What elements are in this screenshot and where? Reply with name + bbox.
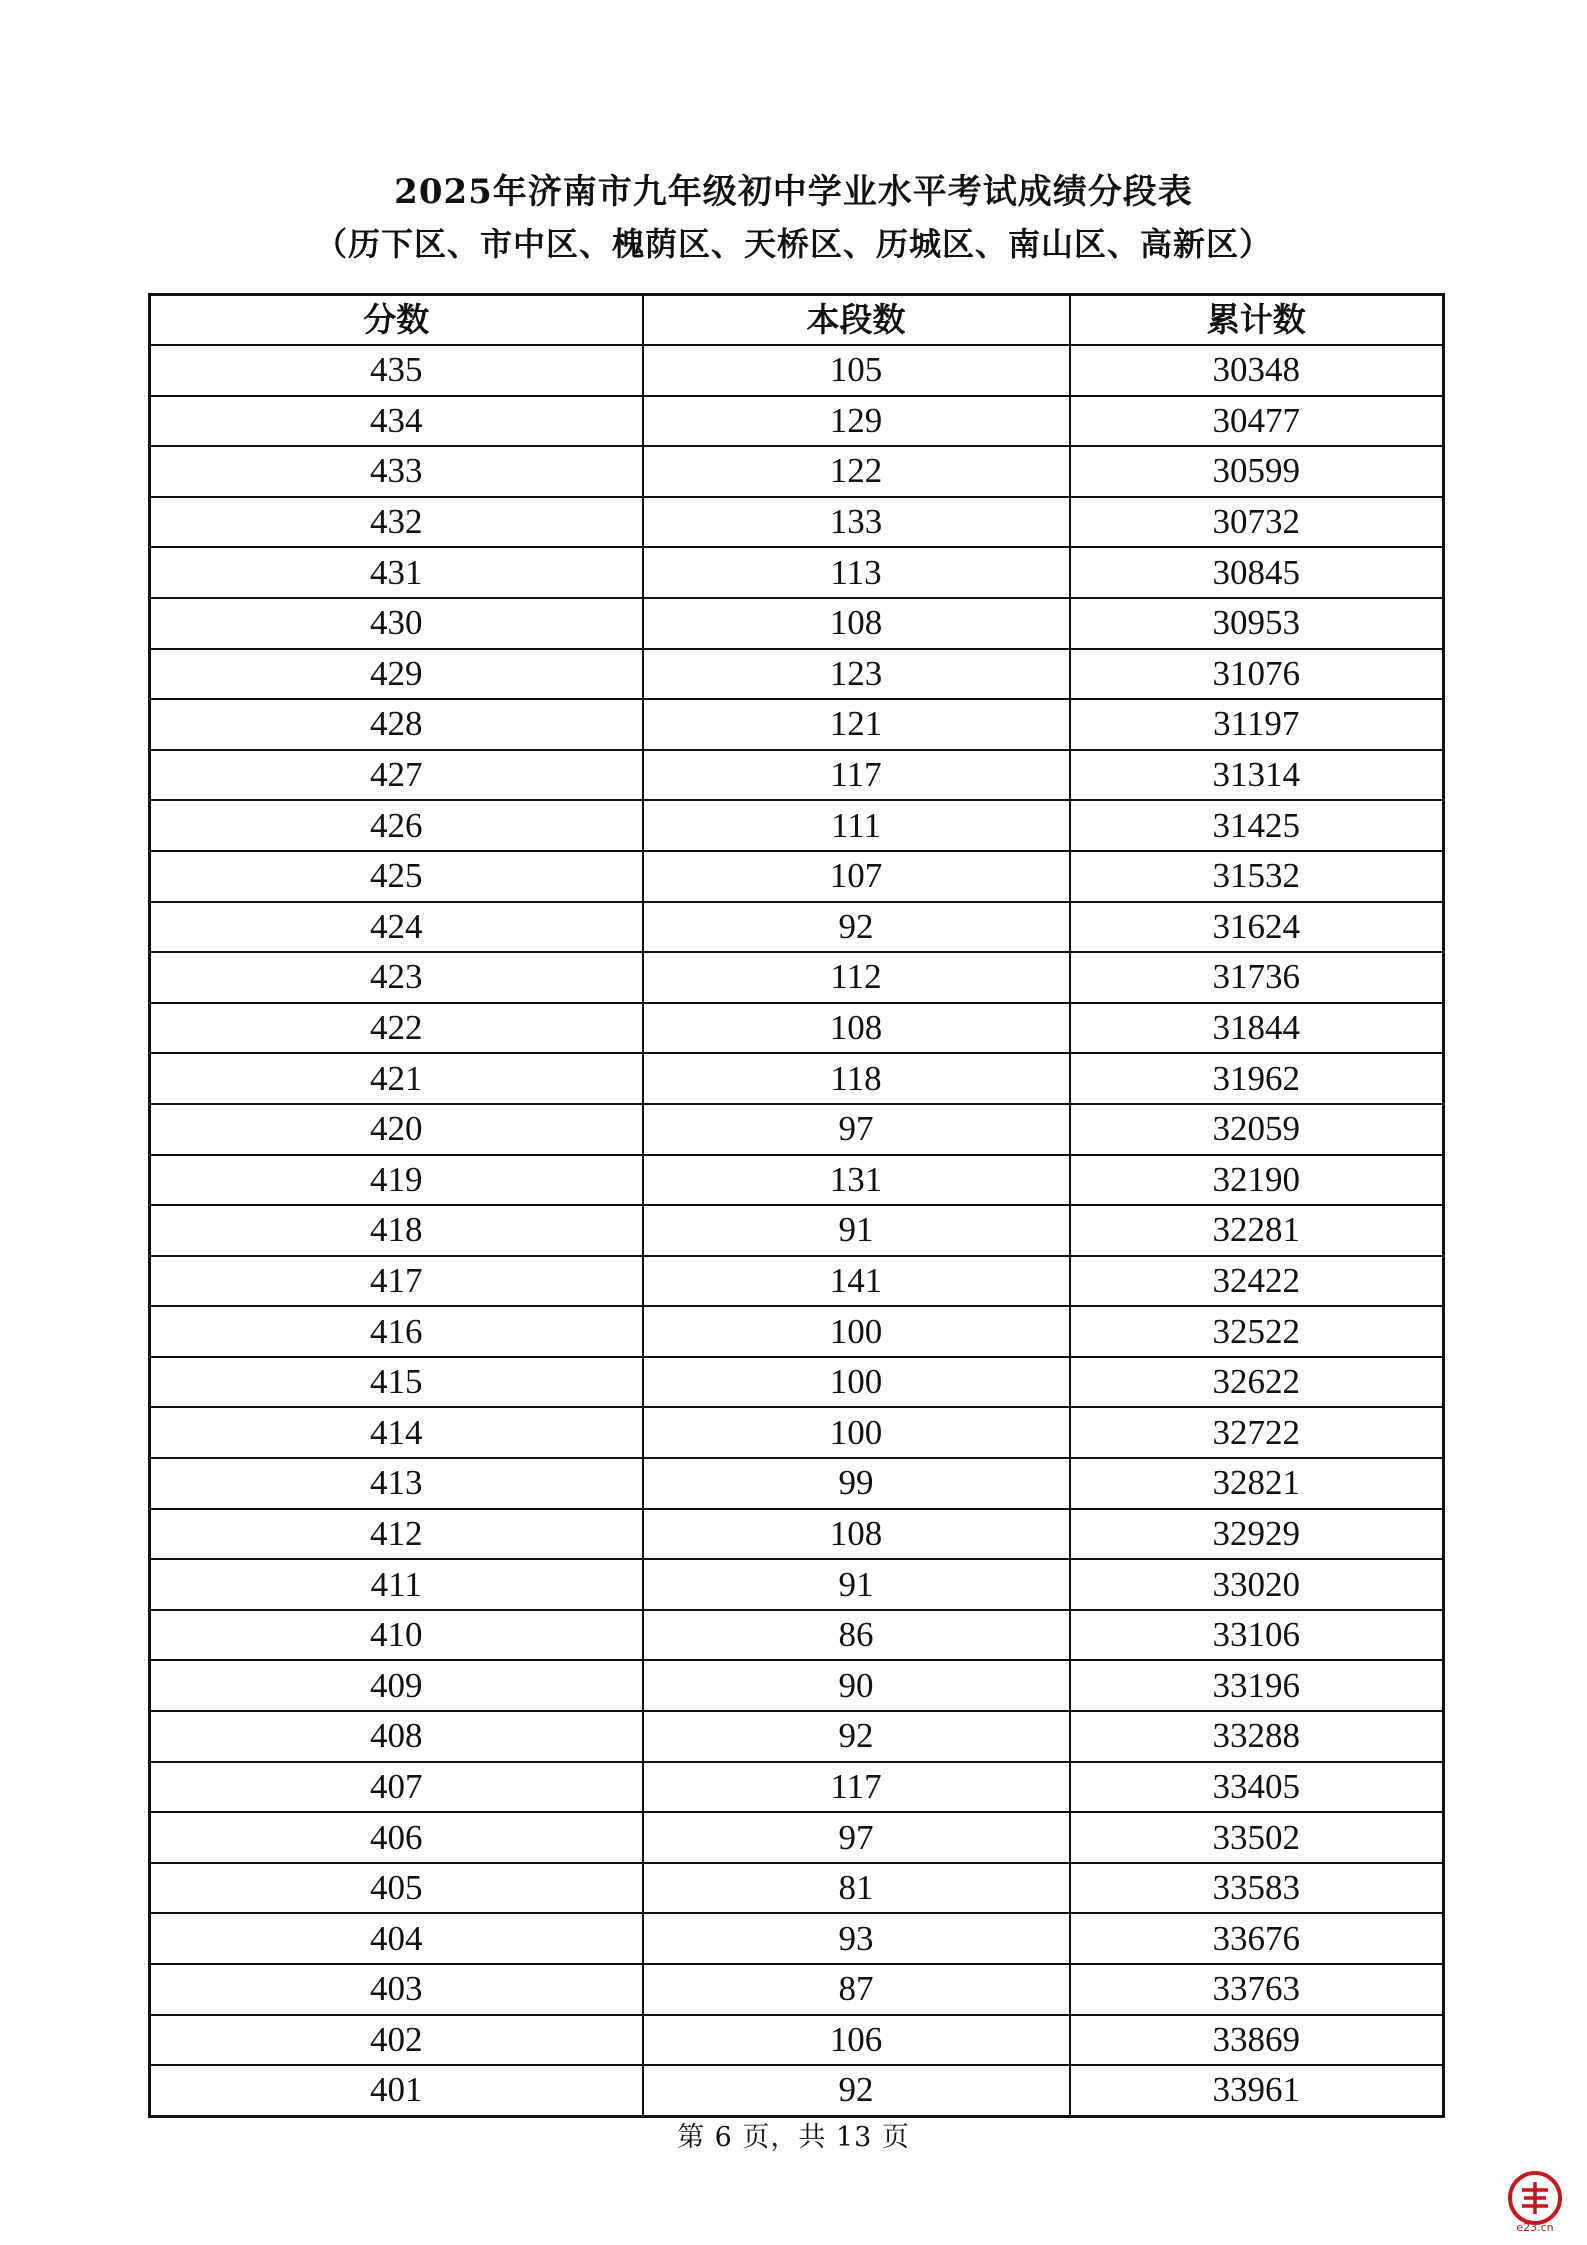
cell-score: 430 xyxy=(150,598,643,649)
cell-cumulative-count: 33961 xyxy=(1070,2065,1444,2116)
cell-score: 405 xyxy=(150,1863,643,1914)
cell-cumulative-count: 32722 xyxy=(1070,1407,1444,1458)
document-title: 2025年济南市九年级初中学业水平考试成绩分段表 xyxy=(394,172,1193,212)
cell-segment-count: 92 xyxy=(643,2065,1070,2116)
logo-text: e23.cn xyxy=(1516,2221,1554,2234)
cell-segment-count: 108 xyxy=(643,1003,1070,1054)
cell-cumulative-count: 32622 xyxy=(1070,1357,1444,1408)
table-row xyxy=(150,345,1444,396)
cell-segment-count: 108 xyxy=(643,598,1070,649)
cell-cumulative-count: 30953 xyxy=(1070,598,1444,649)
cell-score: 429 xyxy=(150,649,643,700)
cell-cumulative-count: 32281 xyxy=(1070,1205,1444,1256)
cell-cumulative-count: 31962 xyxy=(1070,1053,1444,1104)
table-row xyxy=(150,800,1444,851)
cell-segment-count: 91 xyxy=(643,1559,1070,1610)
table-row xyxy=(150,1660,1444,1711)
cell-segment-count: 92 xyxy=(643,1711,1070,1762)
table-row xyxy=(150,1913,1444,1964)
table-row xyxy=(150,1610,1444,1661)
cell-segment-count: 112 xyxy=(643,952,1070,1003)
cell-cumulative-count: 31314 xyxy=(1070,750,1444,801)
e23-logo-icon xyxy=(1502,2168,1568,2234)
cell-cumulative-count: 32190 xyxy=(1070,1155,1444,1206)
cell-segment-count: 118 xyxy=(643,1053,1070,1104)
cell-cumulative-count: 33405 xyxy=(1070,1762,1444,1813)
table-row xyxy=(150,750,1444,801)
cell-score: 426 xyxy=(150,800,643,851)
cell-score: 435 xyxy=(150,345,643,396)
table-row xyxy=(150,1256,1444,1307)
cell-score: 423 xyxy=(150,952,643,1003)
cell-cumulative-count: 32821 xyxy=(1070,1458,1444,1509)
table-row xyxy=(150,1357,1444,1408)
table-row xyxy=(150,1306,1444,1357)
cell-cumulative-count: 32522 xyxy=(1070,1306,1444,1357)
cell-segment-count: 111 xyxy=(643,800,1070,851)
cell-segment-count: 99 xyxy=(643,1458,1070,1509)
cell-cumulative-count: 31197 xyxy=(1070,699,1444,750)
table-row xyxy=(150,1964,1444,2015)
cell-cumulative-count: 33676 xyxy=(1070,1913,1444,1964)
cell-score: 408 xyxy=(150,1711,643,1762)
cell-cumulative-count: 32422 xyxy=(1070,1256,1444,1307)
cell-segment-count: 100 xyxy=(643,1306,1070,1357)
table-row xyxy=(150,902,1444,953)
cell-score: 411 xyxy=(150,1559,643,1610)
cell-score: 419 xyxy=(150,1155,643,1206)
cell-segment-count: 87 xyxy=(643,1964,1070,2015)
cell-segment-count: 133 xyxy=(643,497,1070,548)
cell-cumulative-count: 30348 xyxy=(1070,345,1444,396)
table-row xyxy=(150,1155,1444,1206)
table-row xyxy=(150,1762,1444,1813)
table-row xyxy=(150,2015,1444,2066)
table-row xyxy=(150,699,1444,750)
cell-segment-count: 86 xyxy=(643,1610,1070,1661)
cell-segment-count: 141 xyxy=(643,1256,1070,1307)
cell-score: 401 xyxy=(150,2065,643,2116)
cell-cumulative-count: 31736 xyxy=(1070,952,1444,1003)
table-row xyxy=(150,1458,1444,1509)
cell-score: 407 xyxy=(150,1762,643,1813)
cell-score: 414 xyxy=(150,1407,643,1458)
document-subtitle: （历下区、市中区、槐荫区、天桥区、历城区、南山区、高新区） xyxy=(314,225,1272,263)
table-row xyxy=(150,1205,1444,1256)
cell-segment-count: 123 xyxy=(643,649,1070,700)
cell-segment-count: 90 xyxy=(643,1660,1070,1711)
cell-cumulative-count: 32929 xyxy=(1070,1509,1444,1560)
cell-segment-count: 122 xyxy=(643,446,1070,497)
cell-cumulative-count: 33020 xyxy=(1070,1559,1444,1610)
cell-segment-count: 131 xyxy=(643,1155,1070,1206)
cell-segment-count: 107 xyxy=(643,851,1070,902)
cell-score: 416 xyxy=(150,1306,643,1357)
cell-cumulative-count: 30599 xyxy=(1070,446,1444,497)
cell-score: 432 xyxy=(150,497,643,548)
cell-score: 422 xyxy=(150,1003,643,1054)
cell-score: 425 xyxy=(150,851,643,902)
cell-cumulative-count: 31076 xyxy=(1070,649,1444,700)
table-row xyxy=(150,1003,1444,1054)
cell-score: 420 xyxy=(150,1104,643,1155)
cell-segment-count: 117 xyxy=(643,750,1070,801)
cell-score: 409 xyxy=(150,1660,643,1711)
cell-score: 427 xyxy=(150,750,643,801)
cell-score: 406 xyxy=(150,1812,643,1863)
cell-score: 403 xyxy=(150,1964,643,2015)
cell-cumulative-count: 33869 xyxy=(1070,2015,1444,2066)
table-row xyxy=(150,547,1444,598)
cell-score: 404 xyxy=(150,1913,643,1964)
cell-segment-count: 91 xyxy=(643,1205,1070,1256)
cell-score: 418 xyxy=(150,1205,643,1256)
header-segment-count: 本段数 xyxy=(643,295,1070,346)
table-row xyxy=(150,1104,1444,1155)
table-row xyxy=(150,1711,1444,1762)
table-row xyxy=(150,952,1444,1003)
table-row xyxy=(150,396,1444,447)
table-row xyxy=(150,649,1444,700)
cell-segment-count: 106 xyxy=(643,2015,1070,2066)
header-cumulative-count: 累计数 xyxy=(1070,295,1444,346)
cell-cumulative-count: 33196 xyxy=(1070,1660,1444,1711)
cell-cumulative-count: 30477 xyxy=(1070,396,1444,447)
cell-cumulative-count: 33106 xyxy=(1070,1610,1444,1661)
cell-cumulative-count: 33763 xyxy=(1070,1964,1444,2015)
cell-score: 434 xyxy=(150,396,643,447)
cell-score: 410 xyxy=(150,1610,643,1661)
table-row xyxy=(150,1509,1444,1560)
cell-cumulative-count: 31844 xyxy=(1070,1003,1444,1054)
cell-score: 402 xyxy=(150,2015,643,2066)
cell-segment-count: 100 xyxy=(643,1357,1070,1408)
cell-cumulative-count: 30732 xyxy=(1070,497,1444,548)
table-row xyxy=(150,1863,1444,1914)
cell-segment-count: 97 xyxy=(643,1104,1070,1155)
cell-segment-count: 97 xyxy=(643,1812,1070,1863)
cell-score: 412 xyxy=(150,1509,643,1560)
cell-score: 431 xyxy=(150,547,643,598)
table-row xyxy=(150,2065,1444,2116)
table-row xyxy=(150,1812,1444,1863)
cell-segment-count: 92 xyxy=(643,902,1070,953)
cell-cumulative-count: 33288 xyxy=(1070,1711,1444,1762)
table-row xyxy=(150,497,1444,548)
header-score: 分数 xyxy=(150,295,643,346)
table-row xyxy=(150,1407,1444,1458)
cell-score: 413 xyxy=(150,1458,643,1509)
cell-cumulative-count: 32059 xyxy=(1070,1104,1444,1155)
cell-score: 415 xyxy=(150,1357,643,1408)
cell-segment-count: 105 xyxy=(643,345,1070,396)
score-distribution-table xyxy=(148,293,1445,2118)
cell-segment-count: 81 xyxy=(643,1863,1070,1914)
table-body xyxy=(150,345,1444,2116)
cell-segment-count: 108 xyxy=(643,1509,1070,1560)
table-row xyxy=(150,598,1444,649)
table-row xyxy=(150,851,1444,902)
cell-score: 424 xyxy=(150,902,643,953)
table-row xyxy=(150,1559,1444,1610)
table-header-row xyxy=(150,295,1444,346)
cell-segment-count: 129 xyxy=(643,396,1070,447)
cell-segment-count: 100 xyxy=(643,1407,1070,1458)
cell-cumulative-count: 31532 xyxy=(1070,851,1444,902)
cell-score: 433 xyxy=(150,446,643,497)
table-row xyxy=(150,446,1444,497)
cell-score: 428 xyxy=(150,699,643,750)
cell-segment-count: 93 xyxy=(643,1913,1070,1964)
cell-cumulative-count: 33583 xyxy=(1070,1863,1444,1914)
cell-segment-count: 117 xyxy=(643,1762,1070,1813)
cell-segment-count: 121 xyxy=(643,699,1070,750)
cell-cumulative-count: 31624 xyxy=(1070,902,1444,953)
cell-score: 417 xyxy=(150,1256,643,1307)
cell-cumulative-count: 33502 xyxy=(1070,1812,1444,1863)
page-footer: 第 6 页，共 13 页 xyxy=(677,2122,910,2153)
cell-cumulative-count: 30845 xyxy=(1070,547,1444,598)
cell-segment-count: 113 xyxy=(643,547,1070,598)
cell-cumulative-count: 31425 xyxy=(1070,800,1444,851)
cell-score: 421 xyxy=(150,1053,643,1104)
table-row xyxy=(150,1053,1444,1104)
